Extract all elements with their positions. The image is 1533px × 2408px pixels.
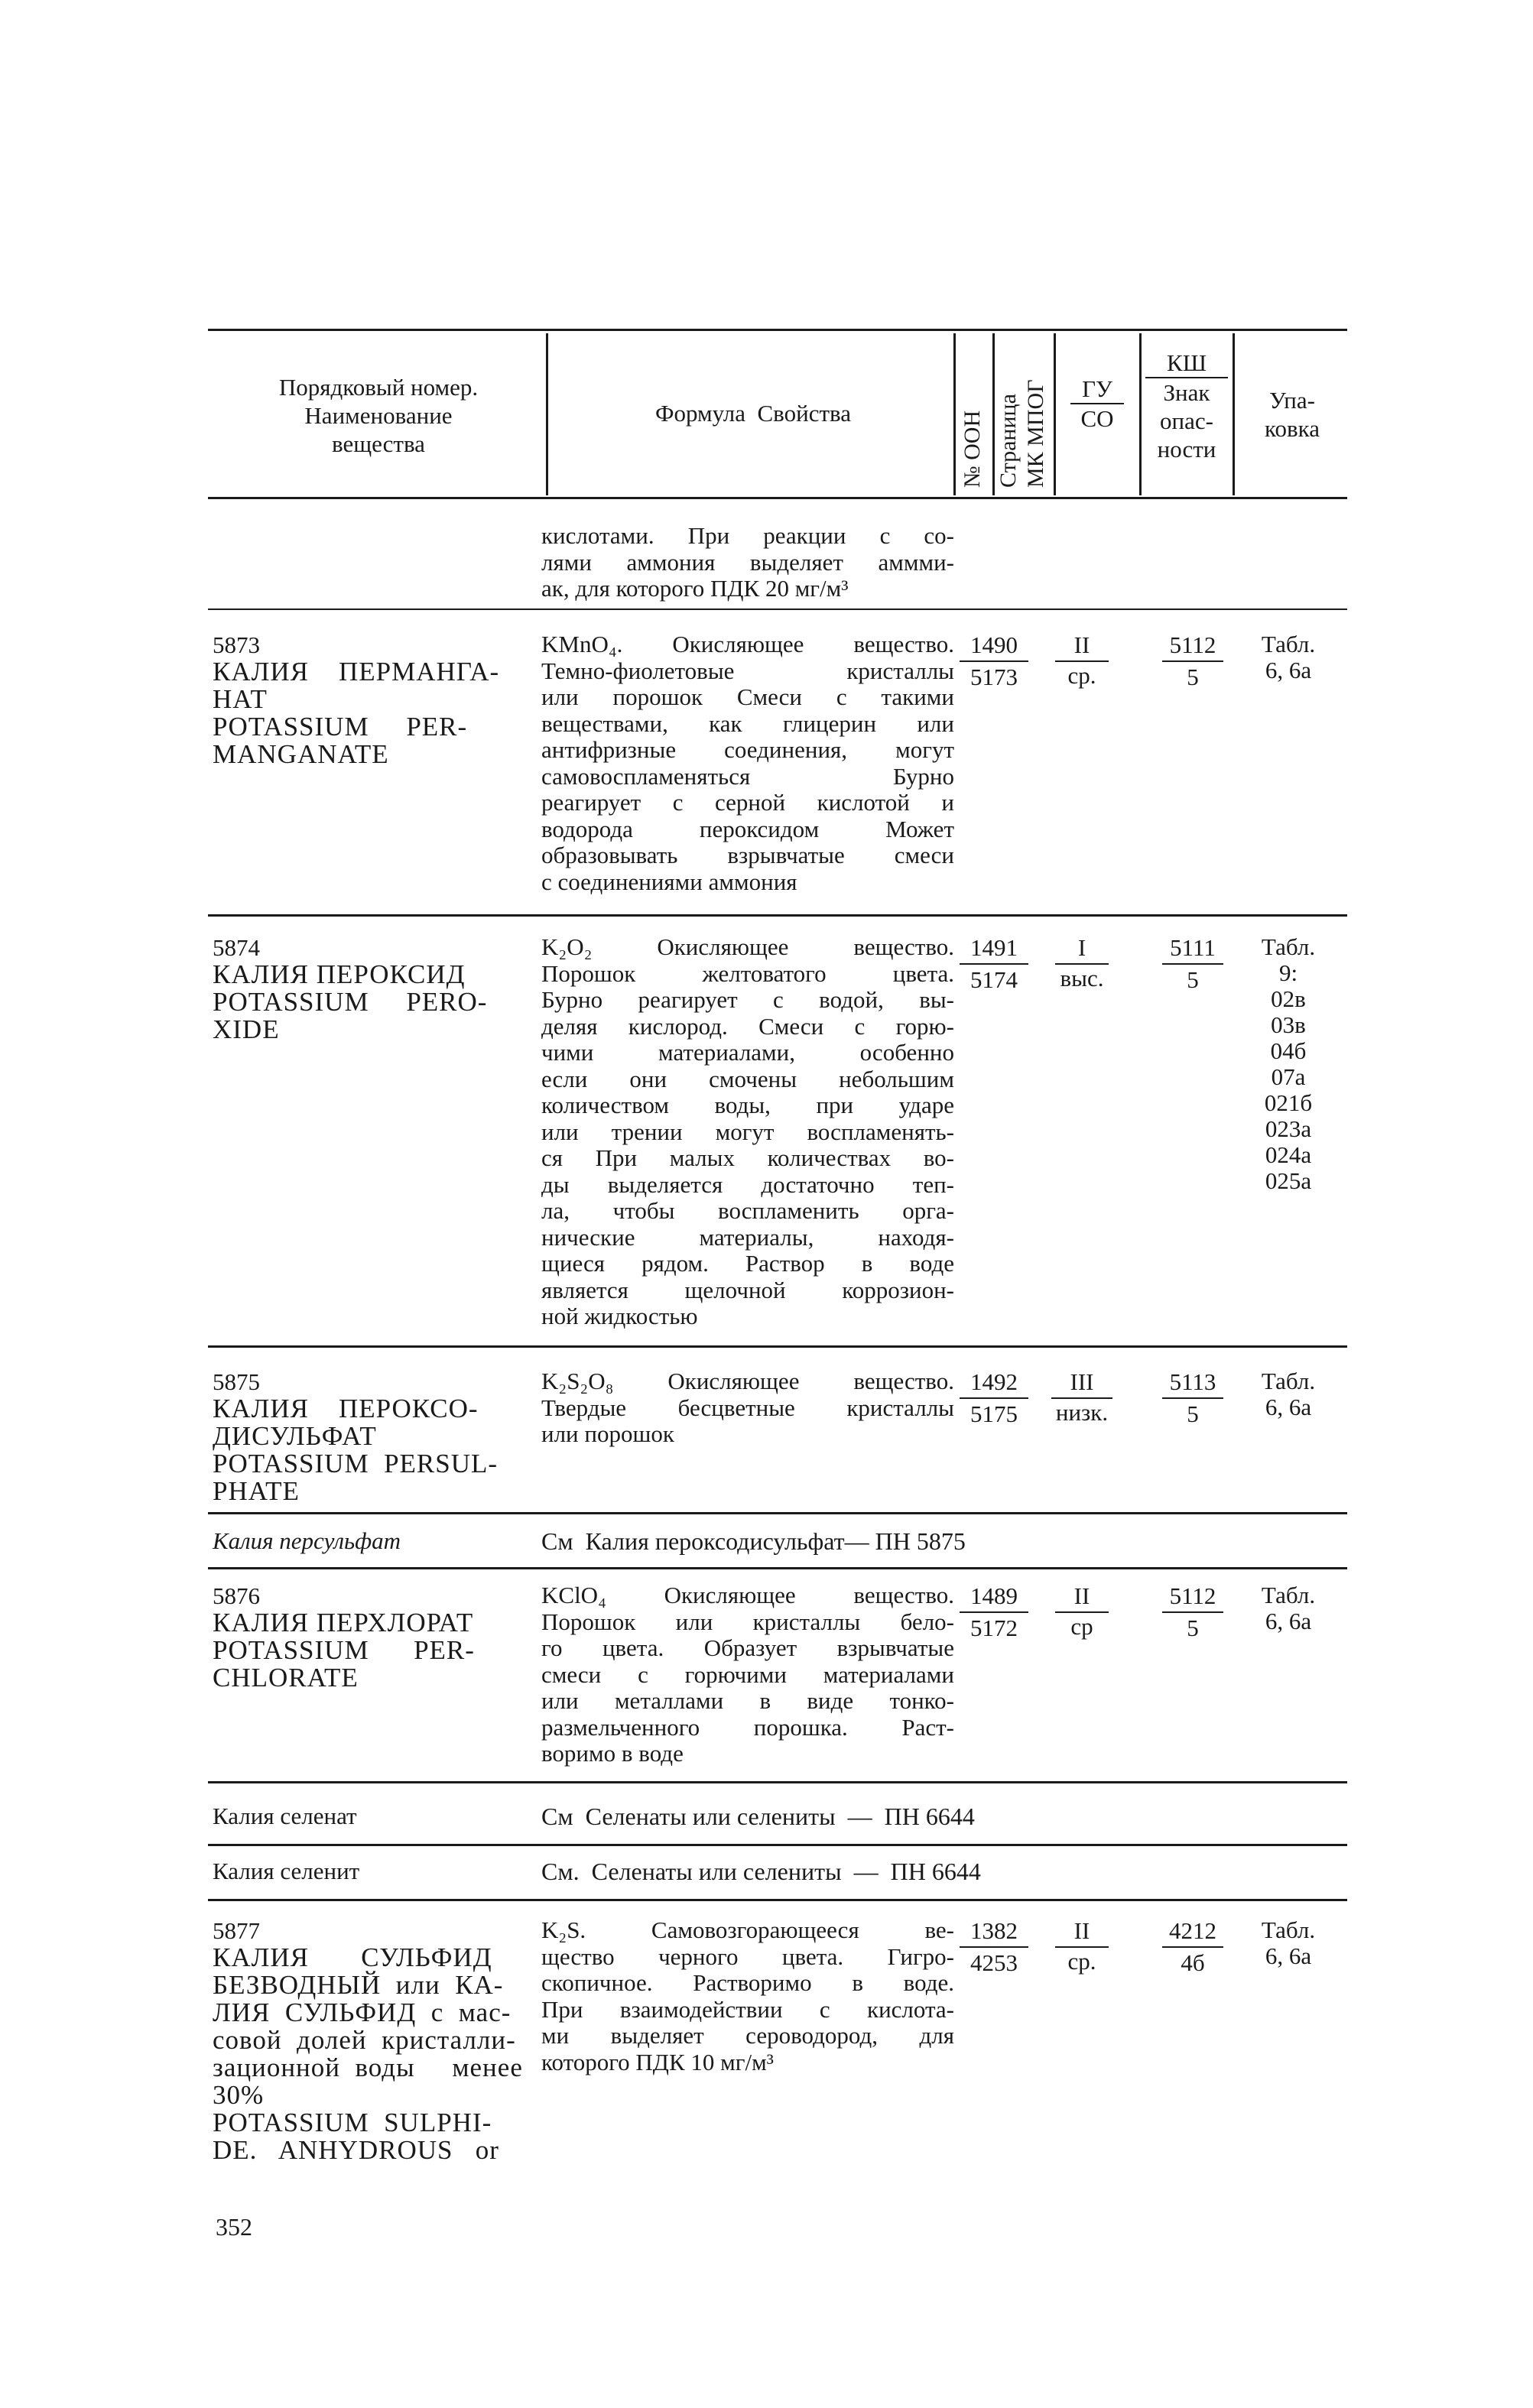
entry-5877-ksh [1162, 1917, 1223, 1977]
text-line: деляя кислород. Смеси с горю- [541, 1012, 954, 1040]
pack-line: Табл. [1261, 1582, 1316, 1608]
entry-5874-pack [1239, 934, 1338, 1194]
entry-number: 5875 [213, 1368, 260, 1395]
un-number: 1489 [960, 1582, 1028, 1613]
entry-5875-properties [541, 1368, 954, 1448]
entry-5876-pack [1239, 1582, 1338, 1634]
entry-5876-gu [1055, 1582, 1109, 1640]
page-number-footer: 352 [216, 2213, 252, 2241]
header-divider-4 [1054, 333, 1056, 495]
text-line: водорода пероксидом Может [541, 815, 954, 842]
header-divider-2 [953, 333, 956, 495]
entry-name-ru: КАЛИЯ ПЕРМАНГА- [213, 657, 500, 686]
pack-line: Табл. [1261, 1368, 1316, 1394]
header-col-name-line: Порядковый номер. [278, 374, 479, 401]
entry-number: 5873 [213, 631, 260, 658]
ref-selenate-name: Калия селенат [213, 1803, 357, 1829]
text-line: Порошок или кристаллы бело- [541, 1608, 954, 1635]
text-line: чими материалами, особенно [541, 1039, 954, 1066]
row-separator [208, 1844, 1347, 1846]
entry-name-ru: зационной воды менее [213, 2053, 523, 2082]
page-number: 4253 [970, 1949, 1018, 1976]
entry-name-en: PHATE [213, 1476, 300, 1506]
gu-value: II [1055, 1917, 1109, 1948]
text-line: Бурно реагирует с водой, вы- [541, 986, 954, 1013]
gu-value: I [1055, 934, 1109, 965]
un-number: 1492 [960, 1368, 1028, 1399]
text-line: K₂S₂O₈ Окисляющее вещество. [541, 1368, 954, 1394]
header-pack-line: Упа- [1269, 387, 1315, 414]
header-ksh-line: опас- [1160, 407, 1213, 434]
header-gu-bottom: СО [1080, 405, 1114, 432]
ksh-value: 5112 [1162, 1582, 1223, 1613]
entry-5874-gu [1055, 934, 1109, 992]
entry-5873-gu [1055, 631, 1109, 690]
text-line: го цвета. Образует взрывчатые [541, 1634, 954, 1661]
text-line: лями аммония выделяет аммми- [541, 548, 954, 576]
entry-5874-properties [541, 934, 954, 1330]
header-divider-3 [992, 333, 995, 495]
entry-5873-name [213, 631, 532, 768]
ksh-value: 5111 [1162, 934, 1223, 965]
text-line: KMnO₄. Окисляющее вещество. [541, 631, 954, 657]
header-col-name [229, 373, 528, 458]
text-line: При взаимодействии с кислота- [541, 1995, 954, 2023]
text-line: ной жидкостью [541, 1303, 698, 1329]
text-line: щество черного цвета. Гигро- [541, 1942, 954, 1970]
entry-5873-properties [541, 631, 954, 895]
ksh-value: 4212 [1162, 1917, 1223, 1948]
continuation-text [541, 523, 954, 602]
text-line: кислотами. При реакции с со- [541, 522, 954, 549]
text-line: или порошок Смеси с такими [541, 683, 954, 710]
pack-line: 021б [1264, 1089, 1313, 1116]
sign-value: 5 [1187, 1400, 1199, 1427]
pack-line: 6, 6а [1265, 1942, 1312, 1969]
entry-name-en: POTASSIUM PER- [213, 1635, 475, 1665]
header-divider-5 [1139, 333, 1142, 495]
un-number: 1382 [960, 1917, 1028, 1948]
header-ksh-top: КШ [1145, 349, 1228, 378]
row-separator [208, 1512, 1347, 1514]
co-value: выс. [1060, 965, 1104, 991]
ref-persulfate-text: См Калия пероксодисульфат— ПН 5875 [541, 1527, 966, 1555]
text-line: Темно-фиолетовые кристаллы [541, 657, 954, 684]
entry-name-en: POTASSIUM PER- [213, 712, 468, 742]
row-separator [208, 1781, 1347, 1783]
entry-5877-name [213, 1917, 532, 2164]
entry-name-ru: ДИСУЛЬФАТ [213, 1421, 377, 1451]
row-separator [208, 1899, 1347, 1901]
header-col-ksh [1145, 349, 1228, 463]
text-line: антифризные соединения, могут [541, 736, 954, 763]
row-separator [208, 608, 1347, 610]
text-line: щиеся рядом. Раствор в воде [541, 1250, 954, 1277]
ref-selenite-text: См. Селенаты или селениты — ПН 6644 [541, 1858, 981, 1885]
text-line: самовоспламеняться Бурно [541, 762, 954, 790]
entry-5874-un-page [960, 934, 1028, 994]
entry-name-ru: КАЛИЯ СУЛЬФИД [213, 1942, 492, 1972]
co-value: низк. [1055, 1399, 1109, 1426]
sign-value: 5 [1187, 664, 1199, 690]
page-number: 5174 [970, 966, 1018, 993]
text-line: если они смочены небольшим [541, 1065, 954, 1092]
text-line: KClO₄ Окисляющее вещество. [541, 1582, 954, 1608]
gu-value: II [1055, 631, 1109, 662]
header-divider-1 [546, 333, 548, 495]
text-line: образовывать взрывчатые смеси [541, 842, 954, 868]
entry-name-en: POTASSIUM PERO- [213, 987, 488, 1017]
text-line: количеством воды, при ударе [541, 1092, 954, 1118]
text-line: Твердые бесцветные кристаллы [541, 1394, 954, 1421]
header-divider-6 [1233, 333, 1235, 495]
entry-5877-pack [1239, 1917, 1338, 1969]
header-col-page-a: Страница [995, 394, 1021, 488]
text-line: реагирует с серной кислотой и [541, 789, 954, 816]
pack-line: 07а [1271, 1063, 1306, 1090]
un-number: 1490 [960, 631, 1028, 662]
text-line: или металлами в виде тонко- [541, 1687, 954, 1714]
pack-line: 03в [1271, 1011, 1306, 1038]
text-line: ак, для которого ПДК 20 мг/м³ [541, 575, 849, 602]
co-value: ср. [1067, 662, 1096, 689]
header-pack-line: ковка [1265, 415, 1320, 442]
entry-5873-un-page [960, 631, 1028, 691]
entry-name-ru: БЕЗВОДНЫЙ или КА- [213, 1970, 504, 2000]
row-separator [208, 1567, 1347, 1569]
ksh-value: 5112 [1162, 631, 1223, 662]
ref-selenite-name: Калия селенит [213, 1858, 360, 1884]
un-number: 1491 [960, 934, 1028, 965]
header-gu-top: ГУ [1070, 375, 1124, 404]
text-line: является щелочной коррозион- [541, 1276, 954, 1303]
entry-number: 5877 [213, 1917, 260, 1944]
entry-5874-ksh [1162, 934, 1223, 994]
pack-line: Табл. [1261, 1916, 1316, 1943]
entry-5873-pack [1239, 631, 1338, 683]
entry-name-ru: КАЛИЯ ПЕРОКСО- [213, 1394, 479, 1423]
text-line: скопичное. Растворимо в воде. [541, 1969, 954, 1996]
entry-5876-ksh [1162, 1582, 1223, 1642]
text-line: K₂O₂ Окисляющее вещество. [541, 933, 954, 960]
entry-5875-gu [1051, 1368, 1112, 1426]
entry-5876-un-page [960, 1582, 1028, 1642]
sign-value: 5 [1187, 1615, 1199, 1641]
pack-line: 6, 6а [1265, 657, 1312, 683]
entry-name-ru: КАЛИЯ ПЕРОКСИД [213, 959, 466, 989]
co-value: ср [1070, 1613, 1093, 1640]
page-number: 5173 [970, 664, 1018, 690]
header-col-page-b: МК МПОГ [1023, 379, 1048, 488]
text-line: которого ПДК 10 мг/м³ [541, 2048, 774, 2075]
page-number: 5172 [970, 1615, 1018, 1641]
pack-line: 023а [1265, 1115, 1312, 1142]
entry-name-ru: совой долей кристалли- [213, 2025, 516, 2055]
row-separator [208, 914, 1347, 917]
header-ksh-line: Знак [1163, 379, 1210, 406]
text-line: ми выделяет сероводород, для [541, 2022, 954, 2049]
entry-name-ru: НАТ [213, 684, 268, 714]
header-col-name-line: Наименование [304, 402, 453, 429]
co-value: ср. [1067, 1948, 1096, 1975]
header-col-un: № ООН [960, 410, 985, 488]
entry-5875-name [213, 1368, 532, 1505]
ref-selenate-text: См Селенаты или селениты — ПН 6644 [541, 1803, 975, 1830]
pack-line: Табл. [1261, 933, 1316, 960]
text-line: размельченного порошка. Раст- [541, 1713, 954, 1741]
header-ksh-line: ности [1157, 436, 1216, 462]
gu-value: II [1055, 1582, 1109, 1613]
entry-5876-name [213, 1582, 532, 1692]
header-bottom-rule [208, 497, 1347, 499]
entry-5875-ksh [1162, 1368, 1223, 1428]
entry-5873-ksh [1162, 631, 1223, 691]
ref-persulfate-name: Калия персульфат [213, 1527, 401, 1554]
entry-5877-gu [1055, 1917, 1109, 1975]
pack-line: 02в [1271, 985, 1306, 1012]
entry-number: 5876 [213, 1582, 260, 1609]
text-line: ды выделяется достаточно теп- [541, 1170, 954, 1198]
entry-number: 5874 [213, 934, 260, 961]
row-separator [208, 1345, 1347, 1348]
header-col-pack [1246, 386, 1338, 443]
entry-name-ru: КАЛИЯ ПЕРХЛОРАТ [213, 1608, 474, 1637]
sign-value: 4б [1181, 1949, 1205, 1976]
pack-line: 6, 6а [1265, 1608, 1312, 1634]
header-col-gu [1070, 375, 1124, 433]
text-line: воримо в воде [541, 1740, 684, 1767]
entry-5877-properties [541, 1917, 954, 2075]
entry-name-en: POTASSIUM PERSUL- [213, 1449, 499, 1478]
entry-name-ru: ЛИЯ СУЛЬФИД с мас- [213, 1997, 512, 2027]
text-line: с соединениями аммония [541, 868, 797, 895]
text-line: или трении могут воспламенять- [541, 1118, 954, 1145]
pack-line: 025а [1265, 1167, 1312, 1194]
pack-line: 9: [1278, 959, 1298, 986]
entry-5875-un-page [960, 1368, 1028, 1428]
entry-name-ru: 30% [213, 2080, 265, 2110]
pack-line: Табл. [1261, 631, 1316, 657]
text-line: веществами, как глицерин или [541, 709, 954, 737]
text-line: K₂S. Самовозгорающееся ве- [541, 1916, 954, 1943]
text-line: смеси с горючими материалами [541, 1660, 954, 1688]
header-col-name-line: вещества [332, 430, 425, 457]
entry-5876-properties [541, 1582, 954, 1767]
entry-name-en: XIDE [213, 1014, 280, 1044]
entry-name-en: DE. ANHYDROUS or [213, 2135, 499, 2165]
text-line: или порошок [541, 1420, 674, 1447]
pack-line: 024а [1265, 1141, 1312, 1168]
header-col-formula: Формула Свойства [655, 400, 851, 427]
entry-5874-name [213, 934, 532, 1043]
entry-name-en: MANGANATE [213, 739, 389, 769]
gu-value: III [1051, 1368, 1112, 1399]
text-line: нические материалы, находя- [541, 1223, 954, 1251]
text-line: ся При малых количествах во- [541, 1144, 954, 1171]
entry-name-en: CHLORATE [213, 1663, 359, 1692]
page-number: 5175 [970, 1400, 1018, 1427]
pack-line: 04б [1270, 1037, 1307, 1064]
entry-5875-pack [1239, 1368, 1338, 1420]
pack-line: 6, 6а [1265, 1394, 1312, 1420]
entry-5877-un-page [960, 1917, 1028, 1977]
text-line: ла, чтобы воспламенить орга- [541, 1197, 954, 1224]
header-top-rule [208, 329, 1347, 331]
ksh-value: 5113 [1162, 1368, 1223, 1399]
text-line: Порошок желтоватого цвета. [541, 959, 954, 987]
entry-name-en: POTASSIUM SULPHI- [213, 2108, 492, 2137]
sign-value: 5 [1187, 966, 1199, 993]
